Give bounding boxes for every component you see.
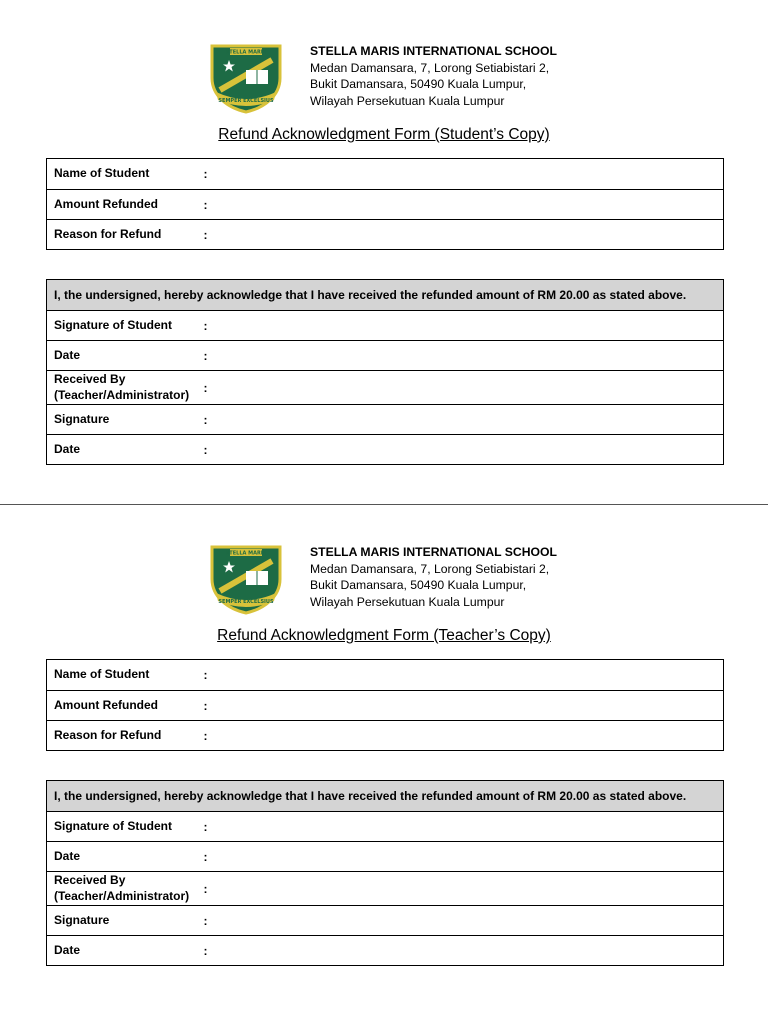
form-title: Refund Acknowledgment Form (Teacher’s Copy): [217, 627, 551, 644]
reason-for-refund-field[interactable]: :: [197, 721, 724, 751]
table-row: [47, 872, 724, 906]
address-line-1: Medan Damansara, 7, Lorong Setiabistari 2,: [310, 561, 550, 576]
name-of-student-field[interactable]: :: [197, 660, 724, 691]
field-label: Date: [47, 842, 197, 872]
received-by-label: Received By: [54, 873, 126, 887]
address-line-3: Wilayah Persekutuan Kuala Lumpur: [310, 93, 505, 108]
school-crest-logo: [206, 42, 286, 114]
svg-text:SEMPER EXCELSIUS: SEMPER EXCELSIUS: [218, 98, 274, 104]
table-row: [47, 220, 724, 250]
acknowledgment-table: [46, 279, 724, 465]
table-row: [47, 691, 724, 721]
address-line-3: Wilayah Persekutuan Kuala Lumpur: [310, 594, 505, 609]
table-row: [47, 781, 724, 812]
received-by-role-label: (Teacher/Administrator): [54, 387, 190, 402]
signature-field[interactable]: :: [197, 405, 724, 435]
address-line-2: Bukit Damansara, 50490 Kuala Lumpur,: [310, 77, 527, 92]
refund-details-table: [46, 659, 724, 751]
table-row: [47, 159, 724, 190]
received-by-role-label: (Teacher/Administrator): [54, 888, 190, 903]
field-label: Date: [47, 341, 197, 371]
date-field[interactable]: :: [197, 842, 724, 872]
received-by-field[interactable]: :: [197, 872, 724, 906]
acknowledgment-statement: I, the undersigned, hereby acknowledge that I have received the refunded amount of RM 20.00 as stated above.: [47, 280, 724, 311]
signature-of-student-field[interactable]: :: [197, 311, 724, 341]
table-row: [47, 311, 724, 341]
school-header: [0, 501, 768, 621]
table-row: [47, 936, 724, 966]
svg-text:STELLA MARIS: STELLA MARIS: [225, 49, 267, 56]
table-row: [47, 660, 724, 691]
field-label: Signature of Student: [47, 812, 197, 842]
svg-text:STELLA MARIS: STELLA MARIS: [225, 550, 267, 557]
svg-text:SEMPER EXCELSIUS: SEMPER EXCELSIUS: [218, 599, 274, 605]
date-field[interactable]: :: [197, 341, 724, 371]
reason-for-refund-field[interactable]: :: [197, 220, 724, 250]
received-by-label: Received By: [54, 372, 126, 386]
table-row: [47, 721, 724, 751]
field-label: Amount Refunded: [47, 190, 197, 220]
amount-refunded-field[interactable]: :: [197, 691, 724, 721]
table-row: [47, 341, 724, 371]
field-label: Name of Student: [47, 660, 197, 691]
date-field[interactable]: :: [197, 435, 724, 465]
received-by-field[interactable]: :: [197, 371, 724, 405]
field-label: Signature of Student: [47, 311, 197, 341]
address-line-2: Bukit Damansara, 50490 Kuala Lumpur,: [310, 578, 527, 593]
date-field[interactable]: :: [197, 936, 724, 966]
school-name: STELLA MARIS INTERNATIONAL SCHOOL: [310, 545, 557, 559]
field-label: Name of Student: [47, 159, 197, 190]
table-row: [47, 906, 724, 936]
field-label: Amount Refunded: [47, 691, 197, 721]
table-row: [47, 435, 724, 465]
field-label: Signature: [47, 906, 197, 936]
acknowledgment-table: [46, 780, 724, 966]
field-label: [47, 872, 197, 906]
school-address-block: [310, 544, 557, 610]
school-address-block: [310, 43, 557, 109]
school-crest-logo: [206, 543, 286, 615]
field-label: [47, 371, 197, 405]
table-row: [47, 190, 724, 220]
school-header: [0, 0, 768, 120]
field-label: Signature: [47, 405, 197, 435]
table-row: [47, 812, 724, 842]
refund-details-table: [46, 158, 724, 250]
field-label: Reason for Refund: [47, 220, 197, 250]
table-row: [47, 371, 724, 405]
signature-field[interactable]: :: [197, 906, 724, 936]
form-title: Refund Acknowledgment Form (Student’s Copy): [218, 126, 550, 143]
address-line-1: Medan Damansara, 7, Lorong Setiabistari 2,: [310, 60, 550, 75]
acknowledgment-statement: I, the undersigned, hereby acknowledge that I have received the refunded amount of RM 20.00 as stated above.: [47, 781, 724, 812]
name-of-student-field[interactable]: :: [197, 159, 724, 190]
table-row: [47, 280, 724, 311]
school-name: STELLA MARIS INTERNATIONAL SCHOOL: [310, 44, 557, 58]
table-row: [47, 405, 724, 435]
field-label: Date: [47, 435, 197, 465]
field-label: Reason for Refund: [47, 721, 197, 751]
signature-of-student-field[interactable]: :: [197, 812, 724, 842]
amount-refunded-field[interactable]: :: [197, 190, 724, 220]
field-label: Date: [47, 936, 197, 966]
table-row: [47, 842, 724, 872]
